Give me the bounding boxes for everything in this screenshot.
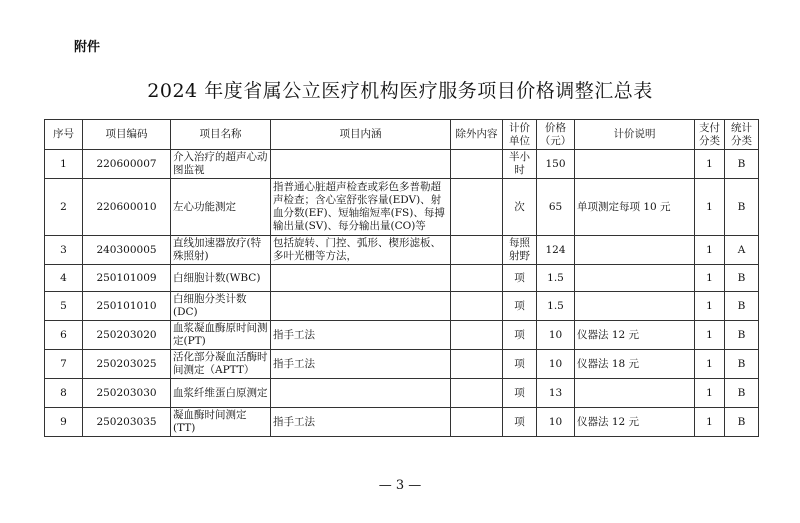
cell-price: 13 [537, 379, 575, 408]
cell-unit: 次 [503, 179, 537, 236]
header-name: 项目名称 [171, 120, 271, 150]
cell-stat: B [725, 150, 759, 179]
cell-name: 白细胞分类计数(DC) [171, 292, 271, 321]
cell-code: 250203030 [83, 379, 171, 408]
cell-name: 白细胞计数(WBC) [171, 265, 271, 292]
cell-content: 指普通心脏超声检查或彩色多普勒超声检查；含心室舒张容量(EDV)、射血分数(EF)、短轴缩短率(FS)、每搏输出量(SV)、每分输出量(CO)等 [271, 179, 451, 236]
cell-unit: 项 [503, 321, 537, 350]
cell-stat: B [725, 292, 759, 321]
cell-code: 250101010 [83, 292, 171, 321]
cell-exclude [451, 321, 503, 350]
cell-exclude [451, 236, 503, 265]
cell-name: 凝血酶时间测定(TT) [171, 408, 271, 437]
cell-unit: 项 [503, 379, 537, 408]
page-title: 2024 年度省属公立医疗机构医疗服务项目价格调整汇总表 [147, 80, 653, 102]
table-row [45, 265, 759, 292]
cell-pay: 1 [695, 236, 725, 265]
cell-code: 250203035 [83, 408, 171, 437]
cell-unit: 半小时 [503, 150, 537, 179]
cell-content [271, 265, 451, 292]
cell-pay: 1 [695, 321, 725, 350]
cell-content [271, 292, 451, 321]
cell-no: 8 [45, 379, 83, 408]
cell-content: 指手工法 [271, 408, 451, 437]
cell-name: 血浆凝血酶原时间测定(PT) [171, 321, 271, 350]
cell-note: 仪器法 12 元 [575, 321, 695, 350]
cell-price: 10 [537, 408, 575, 437]
cell-note: 单项测定每项 10 元 [575, 179, 695, 236]
cell-price: 10 [537, 350, 575, 379]
cell-note [575, 236, 695, 265]
cell-stat: B [725, 321, 759, 350]
header-unit: 计价单位 [503, 120, 537, 150]
attachment-label: 附件 [74, 40, 101, 55]
cell-code: 250203020 [83, 321, 171, 350]
cell-exclude [451, 150, 503, 179]
header-code: 项目编码 [83, 120, 171, 150]
cell-content: 指手工法 [271, 350, 451, 379]
cell-stat: B [725, 350, 759, 379]
cell-exclude [451, 408, 503, 437]
cell-pay: 1 [695, 179, 725, 236]
cell-unit: 每照射野 [503, 236, 537, 265]
table-row [45, 236, 759, 265]
header-exclude: 除外内容 [451, 120, 503, 150]
header-price: 价格（元） [537, 120, 575, 150]
cell-note [575, 292, 695, 321]
cell-content: 包括旋转、门控、弧形、楔形滤板、多叶光栅等方法， [271, 236, 451, 265]
cell-code: 220600010 [83, 179, 171, 236]
table-row [45, 408, 759, 437]
cell-content: 指手工法 [271, 321, 451, 350]
cell-exclude [451, 292, 503, 321]
cell-no: 9 [45, 408, 83, 437]
cell-stat: B [725, 265, 759, 292]
header-note: 计价说明 [575, 120, 695, 150]
cell-pay: 1 [695, 350, 725, 379]
cell-exclude [451, 350, 503, 379]
cell-no: 6 [45, 321, 83, 350]
cell-content [271, 379, 451, 408]
cell-pay: 1 [695, 379, 725, 408]
cell-unit: 项 [503, 350, 537, 379]
cell-note: 仪器法 12 元 [575, 408, 695, 437]
cell-name: 介入治疗的超声心动图监视 [171, 150, 271, 179]
cell-stat: B [725, 179, 759, 236]
price-table [44, 119, 759, 437]
cell-exclude [451, 265, 503, 292]
table-row [45, 350, 759, 379]
cell-name: 活化部分凝血活酶时间测定（APTT） [171, 350, 271, 379]
table-row [45, 321, 759, 350]
cell-no: 7 [45, 350, 83, 379]
cell-pay: 1 [695, 150, 725, 179]
table-row [45, 292, 759, 321]
cell-pay: 1 [695, 292, 725, 321]
cell-name: 直线加速器放疗(特殊照射) [171, 236, 271, 265]
header-content: 项目内涵 [271, 120, 451, 150]
cell-code: 250101009 [83, 265, 171, 292]
cell-content [271, 150, 451, 179]
cell-no: 2 [45, 179, 83, 236]
table-row [45, 379, 759, 408]
cell-no: 1 [45, 150, 83, 179]
cell-unit: 项 [503, 408, 537, 437]
cell-name: 左心功能测定 [171, 179, 271, 236]
cell-code: 220600007 [83, 150, 171, 179]
header-pay: 支付分类 [695, 120, 725, 150]
cell-no: 4 [45, 265, 83, 292]
cell-stat: A [725, 236, 759, 265]
cell-exclude [451, 379, 503, 408]
cell-note [575, 379, 695, 408]
cell-code: 250203025 [83, 350, 171, 379]
cell-note [575, 265, 695, 292]
cell-price: 65 [537, 179, 575, 236]
cell-unit: 项 [503, 265, 537, 292]
table-row [45, 150, 759, 179]
cell-code: 240300005 [83, 236, 171, 265]
cell-pay: 1 [695, 265, 725, 292]
cell-note: 仪器法 18 元 [575, 350, 695, 379]
cell-stat: B [725, 379, 759, 408]
cell-note [575, 150, 695, 179]
cell-no: 3 [45, 236, 83, 265]
cell-price: 1.5 [537, 292, 575, 321]
cell-price: 1.5 [537, 265, 575, 292]
cell-no: 5 [45, 292, 83, 321]
cell-price: 150 [537, 150, 575, 179]
cell-exclude [451, 179, 503, 236]
cell-pay: 1 [695, 408, 725, 437]
cell-stat: B [725, 408, 759, 437]
page-number: — 3 — [378, 478, 422, 493]
table-header-row [45, 120, 759, 150]
cell-price: 10 [537, 321, 575, 350]
header-no: 序号 [45, 120, 83, 150]
cell-unit: 项 [503, 292, 537, 321]
cell-price: 124 [537, 236, 575, 265]
header-stat: 统计分类 [725, 120, 759, 150]
table-row [45, 179, 759, 236]
cell-name: 血浆纤维蛋白原测定 [171, 379, 271, 408]
